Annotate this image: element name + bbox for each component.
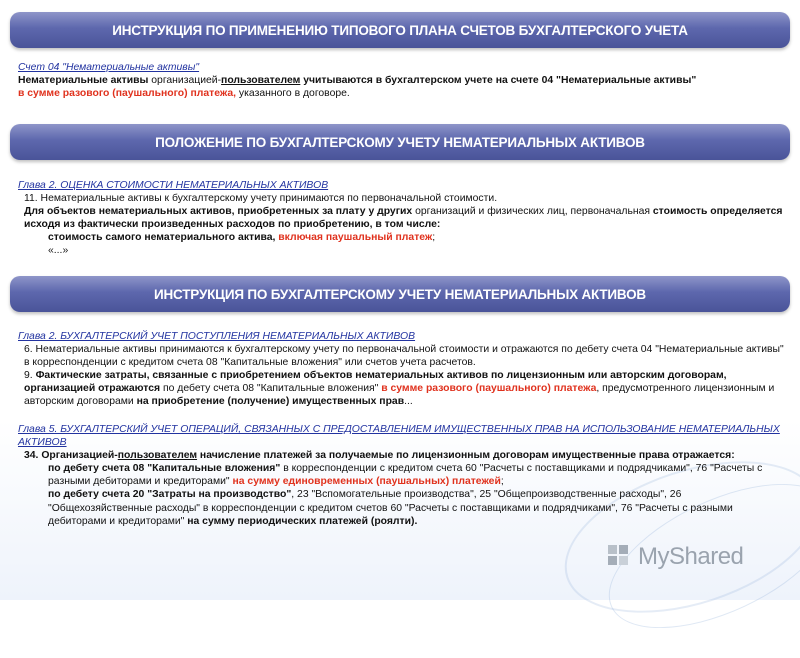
paragraph: по дебету счета 08 "Капитальные вложения" в корреспонденции с кредитом счета 60 "Расчеты с поставщиками и подрядчиками", 76 "Расчеты с разными дебиторами и кредиторами" на сумму единовременных (паушальных) платежей; (48, 463, 763, 488)
section-heading: Глава 2. ОЦЕНКА СТОИМОСТИ НЕМАТЕРИАЛЬНЫХ АКТИВОВ (18, 180, 329, 191)
paragraph: Нематериальные активы организацией-пользователем учитываются в бухгалтерском учете на счете 04 "Нематериальные активы" (18, 75, 697, 87)
section-heading: Глава 5. БУХГАЛТЕРСКИЙ УЧЕТ ОПЕРАЦИЙ, СВЯЗАННЫХ С ПРЕДОСТАВЛЕНИЕМ ИМУЩЕСТВЕННЫХ ПРАВ НА ИСПОЛЬЗОВАНИЕ НЕМАТЕРИАЛЬНЫХ АКТИВОВ (18, 424, 780, 449)
section-1 (18, 61, 788, 100)
paragraph: по дебету счета 20 "Затраты на производство", 23 "Вспомогательные производства", 25 "Общепроизводственные расходы", 26 "Общехозяйственные расходы" в корреспонденции с кредитом счетов 60 "Расчеты с поставщиками и подрядчиками", 76 "Расчеты с разными дебиторами и кредиторами" на сумму периодических платежей (роялти). (48, 489, 733, 527)
paragraph: стоимость самого нематериального актива, включая паушальный платеж; (48, 232, 436, 244)
paragraph: Для объектов нематериальных активов, приобретенных за плату у других организаций и физических лиц, первоначальная стоимость определяется исходя из фактически произведенных расходов по приобретению, в том числе: (24, 206, 783, 231)
paragraph: 9. Фактические затраты, связанные с приобретением объектов нематериальных активов по лицензионным или авторским договорам, организацией отражаются по дебету счета 08 "Капитальные вложения" в сумме разового (паушального) платежа, предусмотренного лицензионным и авторским договорами на приобретение (получение) имущественных прав... (24, 370, 775, 408)
paragraph: 34. Организацией-пользователем начисление платежей за получаемые по лицензионным договорам имущественные права отражается: (24, 450, 735, 462)
logo-icon (606, 543, 632, 571)
paragraph: «...» (48, 245, 69, 257)
section-4 (18, 423, 788, 528)
watermark-logo (606, 540, 766, 574)
section-banner-3: ИНСТРУКЦИЯ ПО БУХГАЛТЕРСКОМУ УЧЕТУ НЕМАТЕРИАЛЬНЫХ АКТИВОВ (10, 276, 790, 312)
paragraph: в сумме разового (паушального) платежа, указанного в договоре. (18, 88, 350, 100)
paragraph: 6. Нематериальные активы принимаются к бухгалтерскому учету по первоначальной стоимости и отражаются по дебету счета 04 "Нематериальные активы" в корреспонденции с кредитом счета 08 "Капитальные вложения" или счетов учета расчетов. (24, 344, 784, 369)
paragraph: 11. Нематериальные активы к бухгалтерскому учету принимаются по первоначальной стоимости. (24, 193, 498, 205)
section-3 (18, 330, 788, 409)
section-banner-2: ПОЛОЖЕНИЕ ПО БУХГАЛТЕРСКОМУ УЧЕТУ НЕМАТЕРИАЛЬНЫХ АКТИВОВ (10, 124, 790, 160)
section-heading: Глава 2. БУХГАЛТЕРСКИЙ УЧЕТ ПОСТУПЛЕНИЯ НЕМАТЕРИАЛЬНЫХ АКТИВОВ (18, 331, 416, 342)
section-2 (18, 179, 788, 258)
section-banner-1: ИНСТРУКЦИЯ ПО ПРИМЕНЕНИЮ ТИПОВОГО ПЛАНА СЧЕТОВ БУХГАЛТЕРСКОГО УЧЕТА (10, 12, 790, 48)
section-heading: Счет 04 "Нематериальные активы" (18, 62, 200, 73)
logo-text: MyShared (638, 543, 744, 570)
